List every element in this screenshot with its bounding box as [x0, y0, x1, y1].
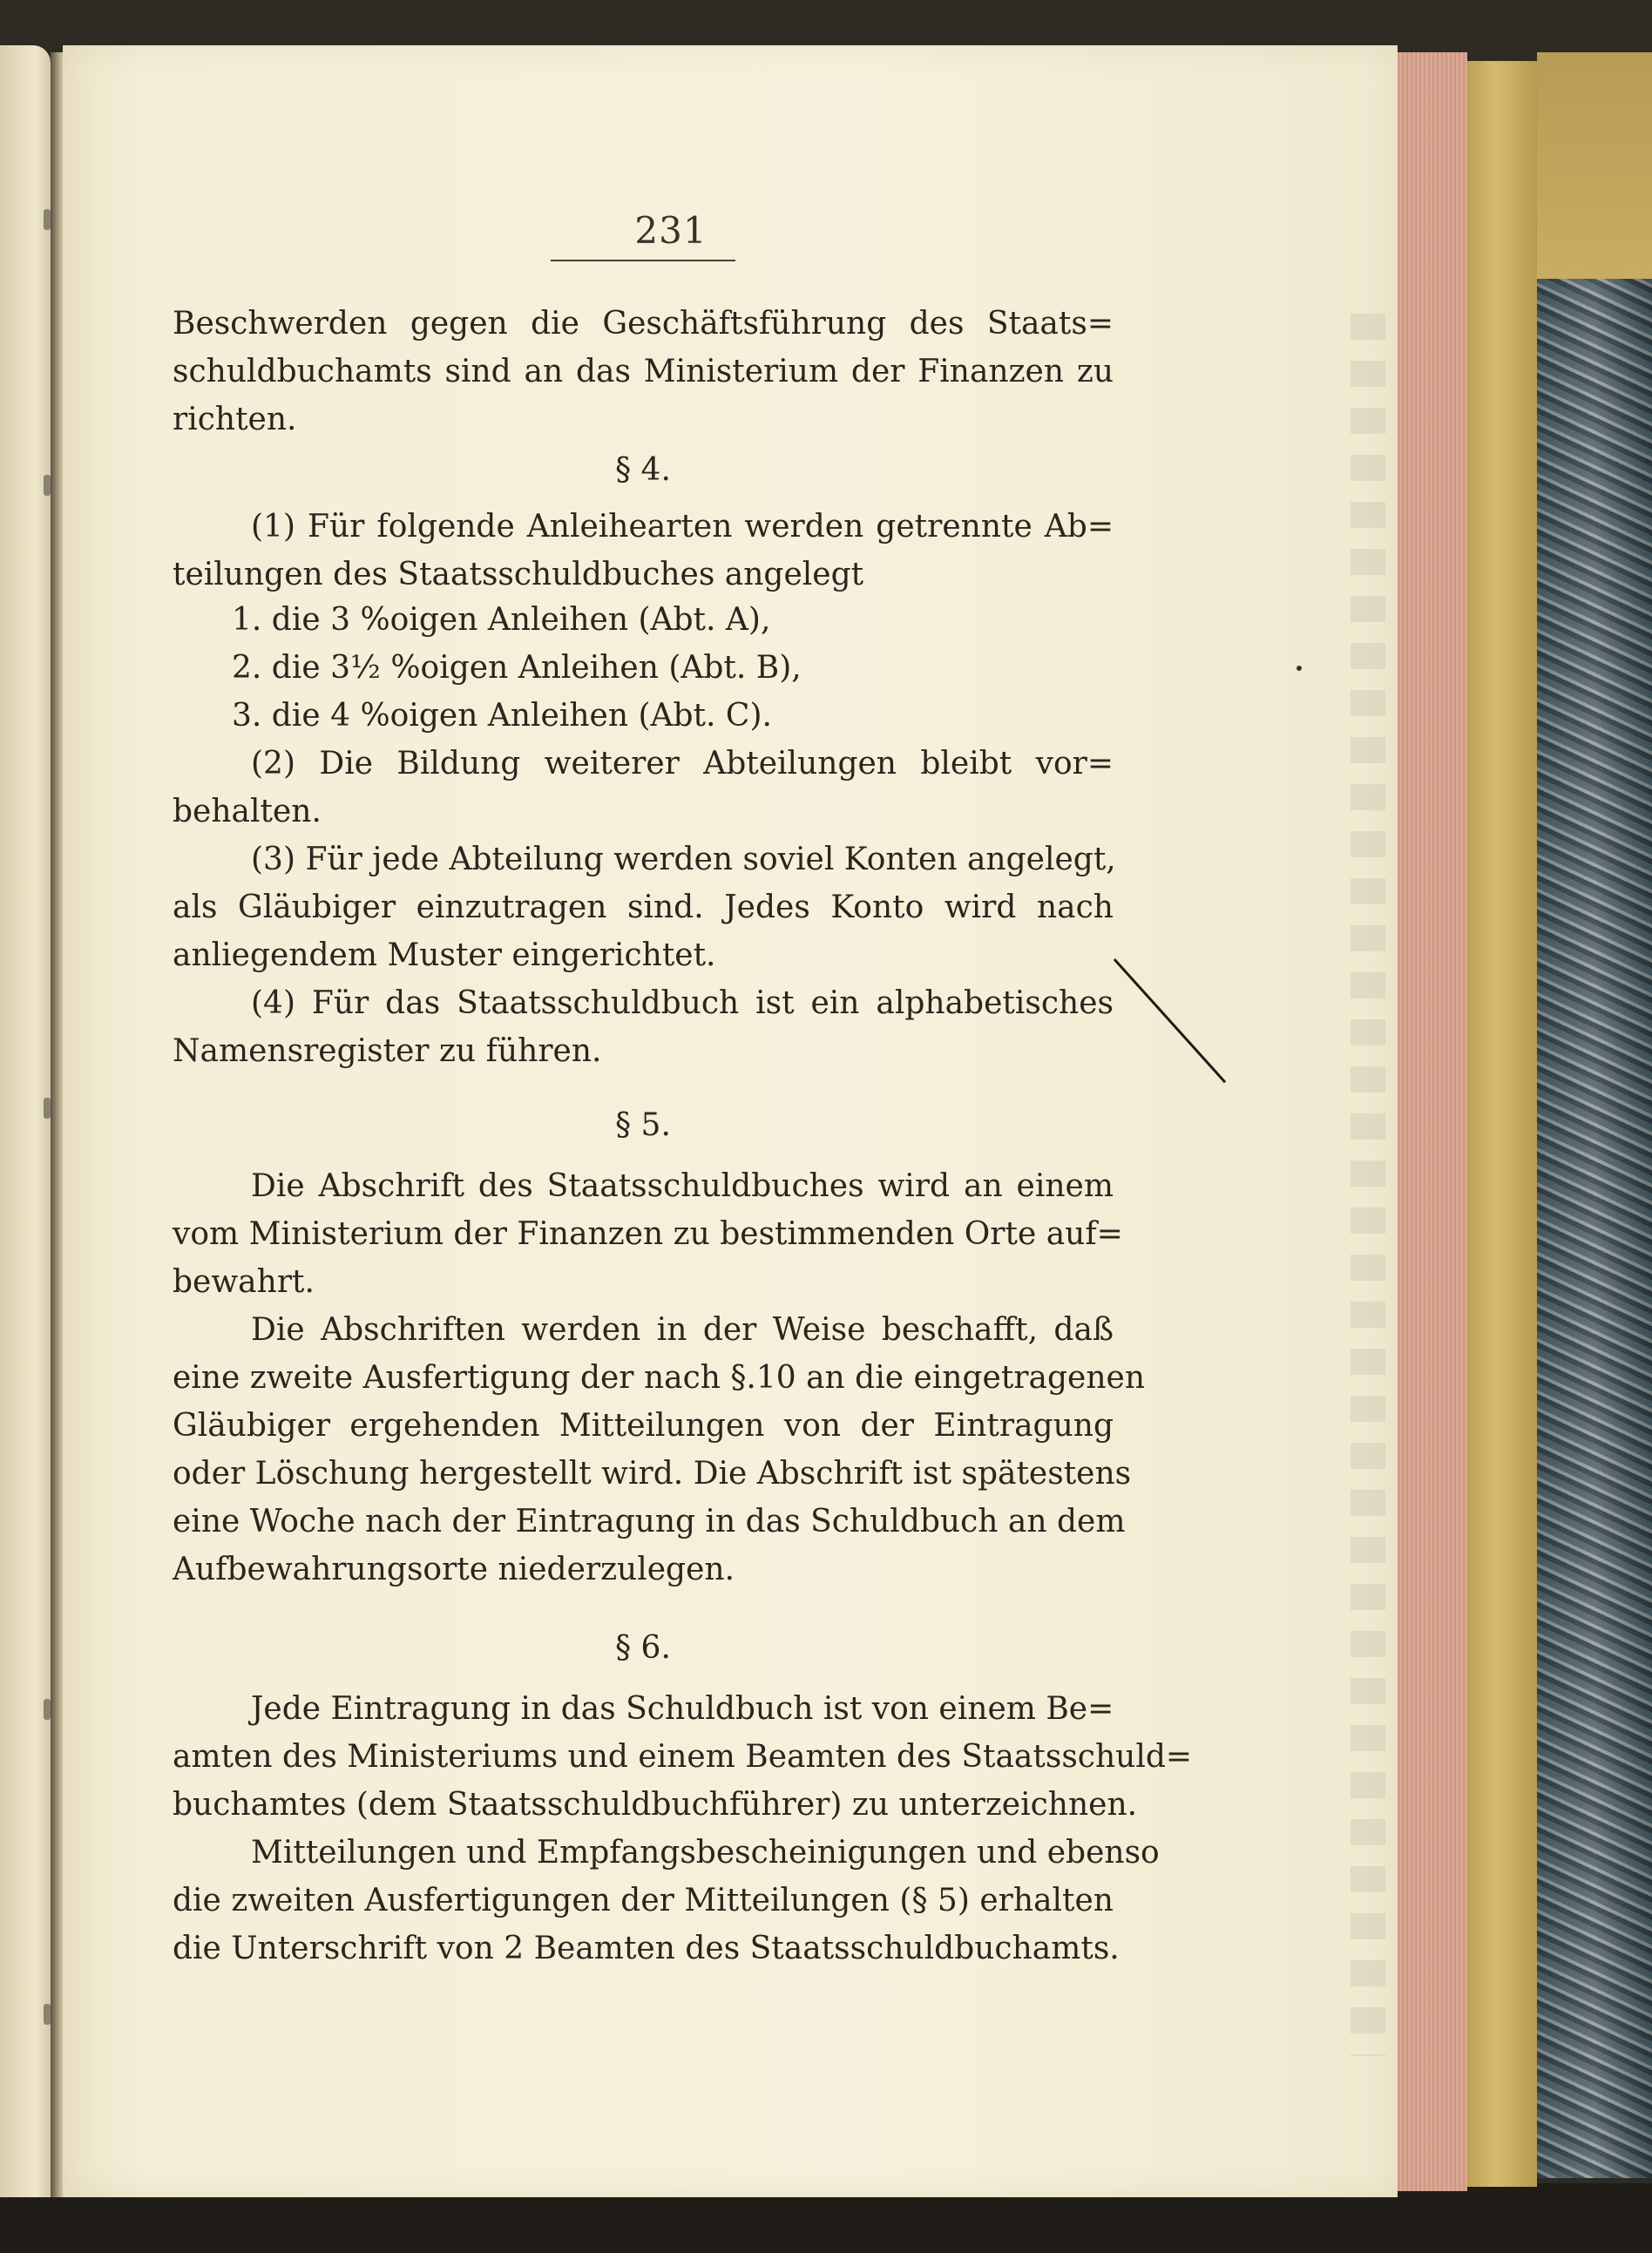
binding-stitch [44, 209, 51, 230]
text-line: Jede Eintragung in das Schuldbuch ist von einem Be= [251, 1691, 1114, 1727]
binding-stitch [44, 475, 51, 496]
book-board [1467, 61, 1537, 2187]
list-item: 1. die 3 %oigen Anleihen (Abt. A), [232, 602, 771, 638]
text-line: amten des Ministeriums und einem Beamten des Staatsschuld= [173, 1739, 1193, 1775]
text-line: (4) Für das Staatsschuldbuch ist ein alphabetisches [251, 985, 1114, 1021]
page-edges [1398, 52, 1467, 2191]
section-heading: § 5. [615, 1107, 671, 1143]
text-line: buchamtes (dem Staatsschuldbuchführer) zu unterzeichnen. [173, 1787, 1138, 1823]
binding-stitch [44, 2004, 51, 2025]
text-line: anliegendem Muster eingerichtet. [173, 937, 716, 973]
text-line: Die Abschrift des Staatsschuldbuches wird an einem [251, 1168, 1114, 1204]
list-item: 2. die 3½ %oigen Anleihen (Abt. B), [232, 650, 802, 686]
page-number-rule [551, 260, 735, 261]
text-line: Gläubiger ergehenden Mitteilungen von der Eintragung [173, 1408, 1114, 1444]
text-line: teilungen des Staatsschuldbuches angelegt [173, 557, 864, 592]
text-line: behalten. [173, 794, 322, 829]
page-number: 231 [634, 209, 708, 252]
text-line: schuldbuchamts sind an das Ministerium der Finanzen zu [173, 354, 1114, 389]
text-line: richten. [173, 402, 297, 437]
text-line: (2) Die Bildung weiterer Abteilungen bleibt vor= [251, 746, 1114, 781]
text-line: die Unterschrift von 2 Beamten des Staatsschuldbuchamts. [173, 1931, 1120, 1966]
text-line: eine zweite Ausfertigung der nach §.10 an die eingetragenen [173, 1360, 1145, 1396]
section-heading: § 4. [615, 452, 671, 488]
text-line: Mitteilungen und Empfangsbescheinigungen und ebenso [251, 1835, 1160, 1871]
binding-stitch [44, 1098, 51, 1119]
ink-dot [1297, 666, 1302, 671]
text-line: (1) Für folgende Anleihearten werden getrennte Ab= [251, 509, 1114, 545]
cover-spine [1537, 52, 1652, 288]
text-line: vom Ministerium der Finanzen zu bestimmenden Orte auf= [173, 1216, 1123, 1252]
left-page-edge [0, 45, 51, 2197]
section-heading: § 6. [615, 1630, 671, 1666]
marbled-cover-edge [1537, 279, 1652, 2178]
show-through-text [1351, 314, 1385, 2056]
text-line: (3) Für jede Abteilung werden soviel Konten angelegt, [251, 842, 1116, 877]
text-line: Beschwerden gegen die Geschäftsführung des Staats= [173, 306, 1114, 342]
list-item: 3. die 4 %oigen Anleihen (Abt. C). [232, 698, 772, 734]
text-line: Die Abschriften werden in der Weise beschafft, daß [251, 1312, 1114, 1348]
text-line: bewahrt. [173, 1264, 315, 1300]
text-line: die zweiten Ausfertigungen der Mitteilungen (§ 5) erhalten [173, 1883, 1114, 1918]
binding-stitch [44, 1699, 51, 1720]
text-line: eine Woche nach der Eintragung in das Schuldbuch an dem [173, 1504, 1126, 1539]
text-line: als Gläubiger einzutragen sind. Jedes Konto wird nach [173, 890, 1114, 925]
text-line: Aufbewahrungsorte niederzulegen. [173, 1552, 735, 1587]
text-line: Namensregister zu führen. [173, 1033, 602, 1069]
text-line: oder Löschung hergestellt wird. Die Abschrift ist spätestens [173, 1456, 1132, 1492]
